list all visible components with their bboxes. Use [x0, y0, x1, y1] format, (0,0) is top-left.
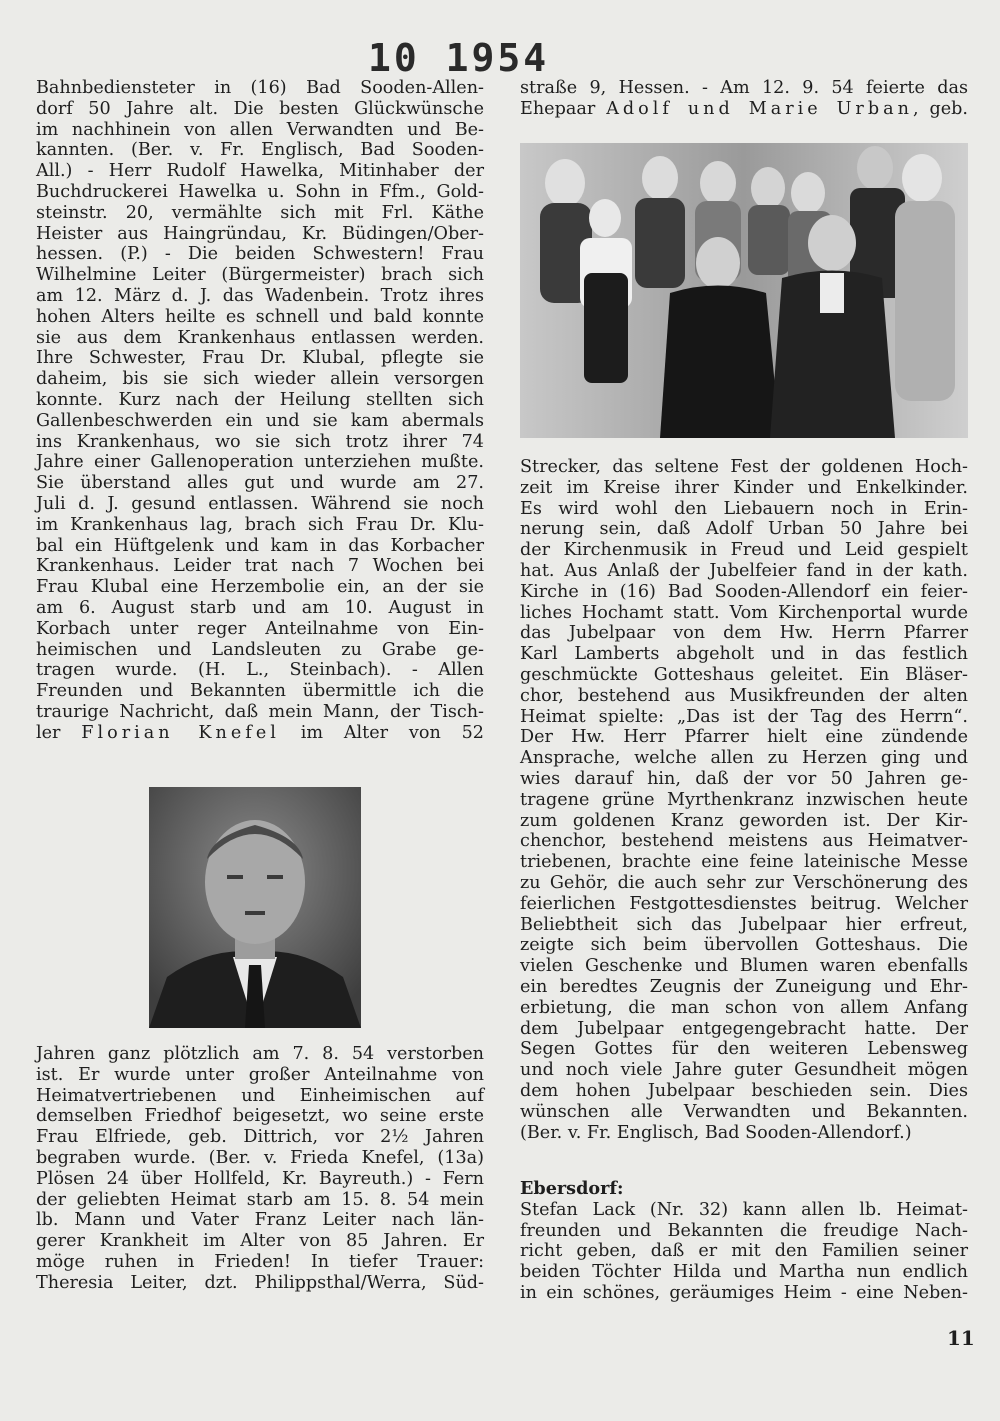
spaced-name: Florian Knefel	[81, 722, 280, 743]
text-line: chor, bestehend aus Musikfreunden der alten	[520, 685, 968, 706]
text-line: ist. Er wurde unter großer Anteilnahme von	[36, 1064, 484, 1085]
text-line: gerer Krankheit im Alter von 85 Jahren. Er	[36, 1231, 484, 1252]
text-line: und noch viele Jahre guter Gesundheit mögen	[520, 1060, 968, 1081]
text-line: hat. Aus Anlaß der Jubelfeier fand in der kath.	[520, 560, 968, 581]
text-line: in ein schönes, geräumiges Heim - eine Neben-	[520, 1282, 968, 1303]
text-line: traurige Nachricht, daß mein Mann, der Tisch-	[36, 701, 484, 722]
text-line: Theresia Leiter, dzt. Philippsthal/Werra, Süd-	[36, 1272, 484, 1293]
text-line: hessen. (P.) - Die beiden Schwestern! Frau	[36, 244, 484, 265]
text-line: Frau Klubal eine Herzembolie ein, an der sie	[36, 577, 484, 598]
text-line: erbietung, die man schon von allem Anfang	[520, 997, 968, 1018]
text-line: zeigte sich beim übervollen Gotteshaus. Die	[520, 935, 968, 956]
text-line: zeit im Kreise ihrer Kinder und Enkelkinder.	[520, 477, 968, 498]
right-column-top-text	[520, 78, 968, 120]
right-column-bottom-text	[520, 457, 968, 1143]
spaced-name: Adolf und Marie Urban	[606, 98, 913, 119]
text-line: heimischen und Landsleuten zu Grabe ge-	[36, 639, 484, 660]
text-line: triebenen, brachte eine feine lateinische Messe	[520, 852, 968, 873]
text-line: lb. Mann und Vater Franz Leiter nach län-	[36, 1210, 484, 1231]
text-line: der Kirchenmusik in Freud und Leid gespielt	[520, 540, 968, 561]
page-number: 11	[947, 1326, 975, 1350]
archive-stamp: 10 1954	[368, 36, 550, 80]
left-column-bottom-text	[36, 1044, 484, 1294]
text-line: Sie überstand alles gut und wurde am 27.	[36, 473, 484, 494]
text-line: dem Jubelpaar entgegengebracht hatte. Der	[520, 1018, 968, 1039]
text-line: Gallenbeschwerden ein und sie kam abermals	[36, 410, 484, 431]
text-line: straße 9, Hessen. - Am 12. 9. 54 feierte das	[520, 78, 968, 98]
text-line: bal ein Hüftgelenk und kam in das Korbacher	[36, 535, 484, 556]
text-line: Krankenhaus. Leider trat nach 7 Wochen bei	[36, 556, 484, 577]
section-ebersdorf	[520, 1179, 968, 1304]
text-line: konnte. Kurz nach der Heilung stellten sich	[36, 389, 484, 410]
section-body	[520, 1200, 968, 1304]
left-column-top-text	[36, 78, 484, 744]
text-line: zum goldenen Kranz geworden ist. Der Kir-	[520, 810, 968, 831]
portrait-illustration	[149, 787, 361, 1028]
text-line: ins Krankenhaus, wo sie sich trotz ihrer 74	[36, 431, 484, 452]
text-line: Juli d. J. gesund entlassen. Während sie noch	[36, 493, 484, 514]
text-line: Kirche in (16) Bad Sooden-Allendorf ein feier-	[520, 581, 968, 602]
text-fragment: ler	[36, 722, 61, 743]
text-line: Korbach unter reger Anteilnahme von Ein-	[36, 618, 484, 639]
text-line: demselben Friedhof beigesetzt, wo seine erste	[36, 1106, 484, 1127]
text-line: Freunden und Bekannten übermittle ich die	[36, 681, 484, 702]
text-line: am 6. August starb und am 10. August in	[36, 597, 484, 618]
text-line: Jahren ganz plötzlich am 7. 8. 54 verstorben	[36, 1044, 484, 1064]
section-heading: Ebersdorf:	[520, 1178, 624, 1199]
text-line: Karl Lamberts abgeholt und in das festlich	[520, 644, 968, 665]
text-line: das Jubelpaar von dem Hw. Herrn Pfarrer	[520, 623, 968, 644]
text-line: Heister aus Haingründau, Kr. Büdingen/Ober-	[36, 223, 484, 244]
text-line: Heimat spielte: „Das ist der Tag des Herrn“.	[520, 706, 968, 727]
text-line: sie aus dem Krankenhaus entlassen werden.	[36, 327, 484, 348]
text-line: Frau Elfriede, geb. Dittrich, vor 2½ Jahren	[36, 1127, 484, 1148]
text-line: (Ber. v. Fr. Englisch, Bad Sooden-Allendorf.)	[520, 1122, 912, 1143]
text-line: wünschen alle Verwandten und Bekannten.	[520, 1101, 968, 1122]
text-line: Buchdruckerei Hawelka u. Sohn in Ffm., Gold-	[36, 181, 484, 202]
text-line: All.) - Herr Rudolf Hawelka, Mitinhaber der	[36, 161, 484, 182]
text-line: dem hohen Jubelpaar beschieden sein. Dies	[520, 1080, 968, 1101]
text-line: Es wird wohl den Liebauern noch in Erin-	[520, 498, 968, 519]
text-line: richt geben, daß er mit den Familien seiner	[520, 1241, 968, 1262]
text-line: Der Hw. Herr Pfarrer hielt eine zündende	[520, 727, 968, 748]
text-line-spaced	[36, 723, 484, 744]
text-line: tragene grüne Myrthenkranz inzwischen heute	[520, 789, 968, 810]
text-line: freunden und Bekannten die freudige Nach-	[520, 1220, 968, 1241]
text-line: Bahnbediensteter in (16) Bad Sooden-Allen-	[36, 78, 484, 98]
text-line: Strecker, das seltene Fest der goldenen Hoch-	[520, 457, 968, 477]
text-line: Segen Gottes für den weiteren Lebensweg	[520, 1039, 968, 1060]
text-line: hohen Alters heilte es schnell und bald konnte	[36, 306, 484, 327]
text-line: der geliebten Heimat starb am 15. 8. 54 mein	[36, 1189, 484, 1210]
text-fragment: im Alter von 52	[300, 722, 484, 743]
text-line: Beliebtheit sich das Jubelpaar hier erfreut,	[520, 914, 968, 935]
text-line: Ansprache, welche allen zu Herzen ging und	[520, 748, 968, 769]
text-fragment: , geb.	[912, 98, 969, 119]
text-line: wies darauf hin, daß der vor 50 Jahren ge-	[520, 768, 968, 789]
text-line: dorf 50 Jahre alt. Die besten Glückwünsche	[36, 98, 484, 119]
text-line: vielen Geschenke und Blumen waren ebenfalls	[520, 956, 968, 977]
text-line: daheim, bis sie sich wieder allein versorgen	[36, 369, 484, 390]
text-line: Jahre einer Gallenoperation unterziehen mußte.	[36, 452, 484, 473]
text-line: chenchor, bestehend meistens aus Heimatver-	[520, 831, 968, 852]
text-line: liches Hochamt statt. Vom Kirchenportal wurde	[520, 602, 968, 623]
group-illustration	[520, 143, 968, 438]
text-line: möge ruhen in Frieden! In tiefer Trauer:	[36, 1251, 484, 1272]
portrait-photo-florian-knefel	[149, 787, 361, 1028]
text-line: tragen wurde. (H. L., Steinbach). - Allen	[36, 660, 484, 681]
text-line: steinstr. 20, vermählte sich mit Frl. Käthe	[36, 202, 484, 223]
text-line: Wilhelmine Leiter (Bürgermeister) brach sich	[36, 265, 484, 286]
text-line: geschmückte Gotteshaus geleitet. Ein Bläser-	[520, 664, 968, 685]
text-line-spaced	[520, 99, 968, 120]
group-photo-golden-wedding	[520, 143, 968, 438]
text-line: am 12. März d. J. das Wadenbein. Trotz ihres	[36, 285, 484, 306]
text-line: Ihre Schwester, Frau Dr. Klubal, pflegte sie	[36, 348, 484, 369]
text-line: Plösen 24 über Hollfeld, Kr. Bayreuth.) - Fern	[36, 1168, 484, 1189]
text-line: Heimatvertriebenen und Einheimischen auf	[36, 1085, 484, 1106]
text-line: beiden Töchter Hilda und Martha nun endlich	[520, 1262, 968, 1283]
text-line: feierlichen Festgottesdienstes beitrug. Welcher	[520, 893, 968, 914]
text-line: nerung sein, daß Adolf Urban 50 Jahre bei	[520, 519, 968, 540]
text-line: Stefan Lack (Nr. 32) kann allen lb. Heimat-	[520, 1199, 968, 1220]
text-line: im Krankenhaus lag, brach sich Frau Dr. Klu-	[36, 514, 484, 535]
text-line: begraben wurde. (Ber. v. Frieda Knefel, (13a)	[36, 1147, 484, 1168]
text-line: ein beredtes Zeugnis der Zuneigung und Ehr-	[520, 976, 968, 997]
text-line: zu Gehör, die auch sehr zur Verschönerung des	[520, 872, 968, 893]
text-line: im nachhinein von allen Verwandten und Be-	[36, 119, 484, 140]
text-fragment: Ehepaar	[520, 98, 596, 119]
text-line: kannten. (Ber. v. Fr. Englisch, Bad Sooden-	[36, 140, 484, 161]
